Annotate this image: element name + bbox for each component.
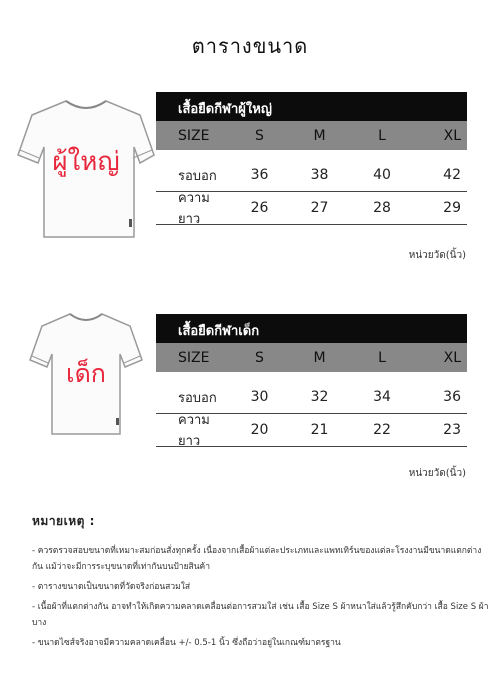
header-m: M: [313, 127, 326, 144]
cell: 29: [443, 200, 461, 216]
header-size: SIZE: [178, 127, 210, 144]
header-l: L: [378, 349, 386, 366]
adult-table-title: เสื้อยืดกีฬาผู้ใหญ่: [156, 92, 467, 121]
header-l: L: [378, 127, 386, 144]
cell: 42: [443, 167, 461, 183]
cell: 28: [373, 200, 391, 216]
cell: 36: [443, 389, 461, 405]
adult-size-table: [156, 92, 467, 225]
cell: 32: [310, 389, 329, 405]
notes-section: [32, 512, 490, 655]
adult-unit-note: หน่วยวัด(นิ้ว): [408, 250, 466, 261]
kid-size-table: [156, 314, 467, 447]
note-item: - ตารางขนาดเป็นขนาดที่วัดจริงก่อนสวมใส่: [32, 582, 191, 592]
note-item: - เนื้อผ้าที่แตกต่างกัน อาจทำให้เกิดความคลาดเคลื่อนต่อการสวมใส่ เช่น เสื้อ Size S ผ้าหนาใส่แล้วรู้สึกคับกว่า เสื้อ Size S ผ้าบาง: [32, 602, 489, 628]
row-label: ความยาว: [178, 191, 210, 227]
table-row: [156, 192, 467, 225]
kid-unit-note: หน่วยวัด(นิ้ว): [408, 468, 466, 479]
header-s: S: [255, 349, 264, 366]
header-xl: XL: [443, 349, 461, 366]
header-s: S: [255, 127, 264, 144]
kid-tshirt-icon: [28, 308, 144, 440]
cell: 22: [373, 422, 391, 438]
note-item: - ควรตรวจสอบขนาดที่เหมาะสมก่อนสั่งทุกครั้ง เนื่องจากเสื้อผ้าแต่ละประเภทและแพทเทิร์นของแต่ละโรงงานมีขนาดแตกต่างกัน แม้ว่าจะมีการระบุขนาดที่เท่ากันบนป้ายสินค้า: [32, 546, 482, 572]
header-size: SIZE: [178, 349, 210, 366]
kid-shirt-label: เด็ก: [66, 359, 106, 388]
cell: 30: [250, 389, 269, 405]
row-label: ความยาว: [178, 413, 210, 449]
kid-table-title: เสื้อยืดกีฬาเด็ก: [156, 314, 467, 343]
row-label: รอบอก: [178, 168, 217, 184]
note-item: - ขนาดไซส์จริงอาจมีความคลาดเคลื่อน +/- 0.5-1 นิ้ว ซึ่งถือว่าอยู่ในเกณฑ์มาตรฐาน: [32, 638, 341, 648]
header-xl: XL: [443, 127, 461, 144]
notes-title: หมายเหตุ :: [32, 514, 95, 528]
adult-table-header: [156, 121, 467, 150]
kid-table-header: [156, 343, 467, 372]
cell: 36: [250, 167, 269, 183]
cell: 23: [443, 422, 461, 438]
cell: 40: [373, 167, 391, 183]
cell: 34: [373, 389, 391, 405]
adult-shirt-label: ผู้ใหญ่: [52, 147, 120, 177]
cell: 20: [250, 422, 269, 438]
page-title: ตารางขนาด: [191, 34, 309, 58]
cell: 38: [310, 167, 329, 183]
cell: 27: [310, 200, 329, 216]
cell: 26: [250, 200, 269, 216]
row-label: รอบอก: [178, 390, 217, 406]
adult-tshirt-icon: [14, 95, 158, 243]
header-m: M: [313, 349, 326, 366]
cell: 21: [310, 422, 329, 438]
table-row: [156, 414, 467, 447]
